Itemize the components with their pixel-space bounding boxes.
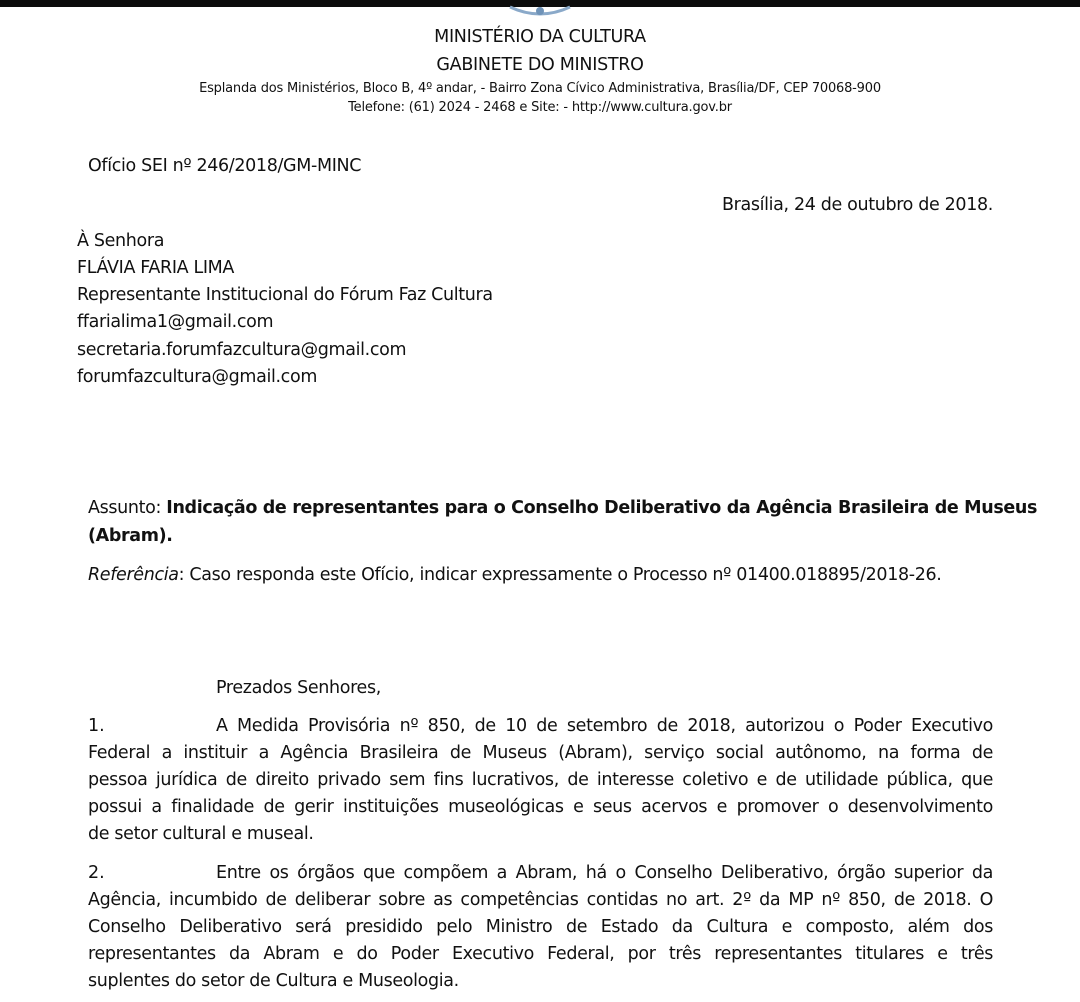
recipient-name: FLÁVIA FARIA LIMA	[77, 258, 235, 278]
place-date: Brasília, 24 de outubro de 2018.	[721, 195, 993, 215]
paragraph-line: suplentes do setor de Cultura e Museologia.	[88, 971, 459, 991]
recipient-email: ffarialima1@gmail.com	[77, 312, 274, 332]
subject-text-continued: (Abram).	[88, 526, 173, 546]
ministry-title: MINISTÉRIO DA CULTURA	[434, 27, 646, 47]
paragraph-line: de setor cultural e museal.	[88, 824, 314, 844]
reference-label: Referência	[88, 565, 179, 585]
paragraph-line: Entre os órgãos que compõem a Abram, há o Conselho Deliberativo, órgão superior da	[216, 863, 993, 883]
paragraph-line: A Medida Provisória nº 850, de 10 de setembro de 2018, autorizou o Poder Executivo	[216, 716, 993, 736]
paragraph-number: 2.	[88, 863, 105, 883]
recipient-role: Representante Institucional do Fórum Faz Cultura	[77, 285, 493, 305]
paragraph-line: pessoa jurídica de direito privado sem fins lucrativos, de interesse coletivo e de utilidade pública, que	[88, 770, 993, 790]
recipient-salutation: À Senhora	[77, 231, 165, 251]
paragraph-line: possui a finalidade de gerir instituições museológicas e seus acervos e promover o desenvolvimento	[88, 797, 993, 817]
recipient-email: secretaria.forumfazcultura@gmail.com	[77, 340, 407, 360]
paragraph-number: 1.	[88, 716, 105, 736]
subject-line	[88, 498, 1037, 518]
greeting: Prezados Senhores,	[216, 678, 381, 698]
subject-line-continued	[88, 526, 173, 546]
address-line: Esplanda dos Ministérios, Bloco B, 4º andar, - Bairro Zona Cívico Administrativa, Brasília/DF, CEP 70068-900	[199, 81, 881, 96]
paragraph-line: Federal a instituir a Agência Brasileira de Museus (Abram), serviço social autônomo, na forma de	[88, 743, 993, 763]
subject-label: Assunto:	[88, 498, 167, 518]
reference-text: : Caso responda este Ofício, indicar expressamente o Processo nº 01400.018895/2018-26.	[178, 565, 942, 585]
coat-of-arms-icon	[506, 3, 574, 17]
office-title: GABINETE DO MINISTRO	[436, 55, 644, 75]
letter-number: Ofício SEI nº 246/2018/GM-MINC	[88, 156, 362, 176]
subject-text: Indicação de representantes para o Conselho Deliberativo da Agência Brasileira de Museus	[166, 498, 1038, 518]
recipient-email: forumfazcultura@gmail.com	[77, 367, 318, 387]
paragraph-line: Agência, incumbido de deliberar sobre as competências contidas no art. 2º da MP nº 850, de 2018. O	[88, 890, 993, 910]
paragraph-line: Conselho Deliberativo será presidido pelo Ministro de Estado da Cultura e composto, além dos	[88, 917, 993, 937]
contact-line: Telefone: (61) 2024 - 2468 e Site: - http://www.cultura.gov.br	[348, 100, 732, 115]
reference-line	[88, 565, 942, 585]
paragraph-line: representantes da Abram e do Poder Executivo Federal, por três representantes titulares e três	[88, 944, 993, 964]
